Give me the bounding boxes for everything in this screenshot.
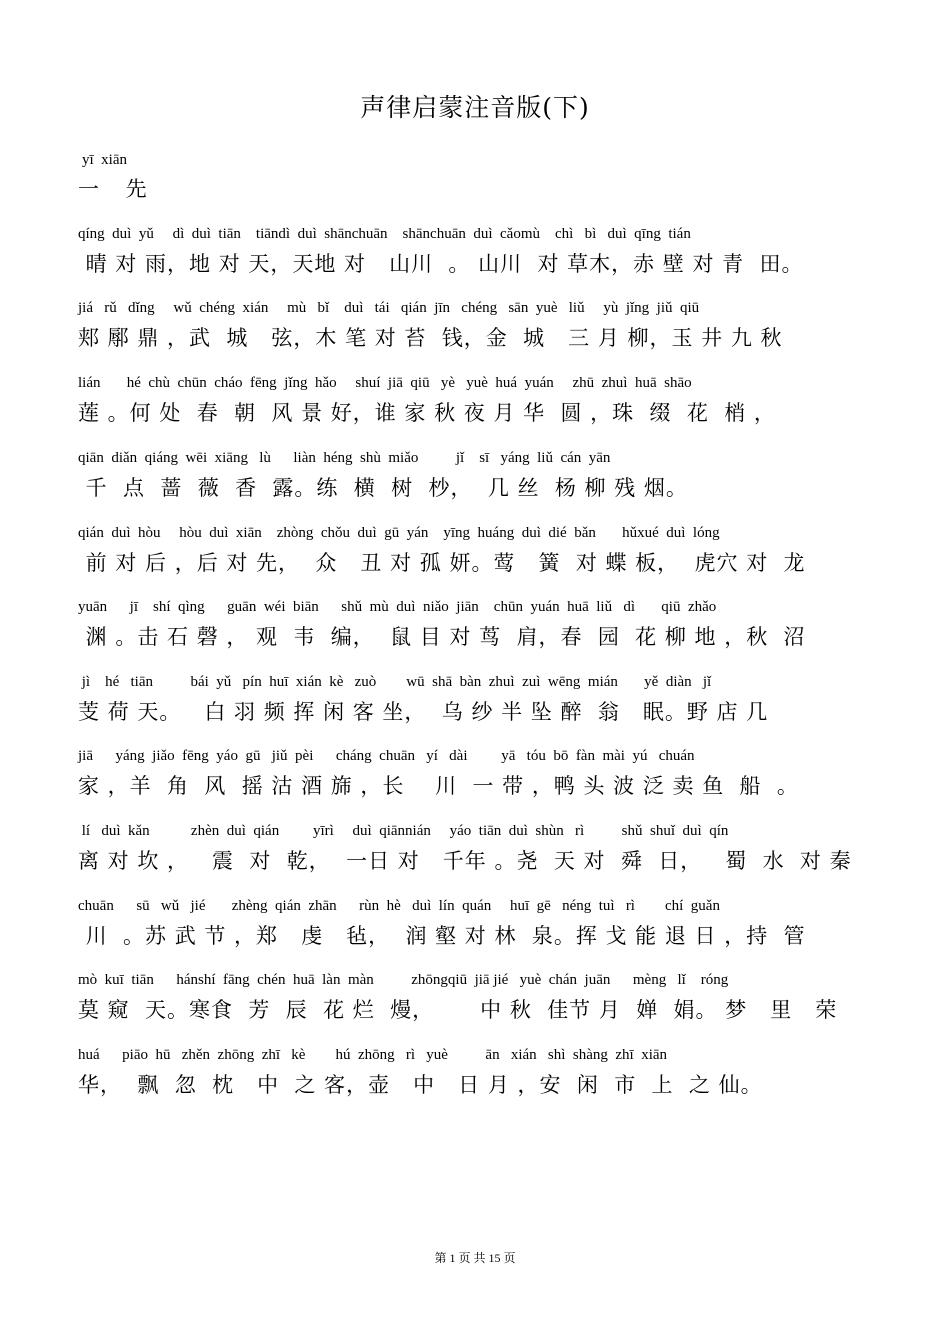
hanzi-line: 芰 荷 天。 白 羽 频 挥 闲 客 坐， 乌 纱 半 坠 醉 翁 眠。野 店 几 xyxy=(78,700,769,724)
hanzi-line: 渊 。击 石 磬 ， 观 韦 编， 鼠 目 对 茑 肩，春 园 花 柳 地 ，秋 沼 xyxy=(78,625,806,649)
hanzi-line: 前 对 后 ，后 对 先， 众 丑 对 孤 妍。莺 簧 对 蝶 板， 虎穴 对 龙 xyxy=(78,551,806,575)
verse-line xyxy=(78,525,878,577)
verse-line xyxy=(78,823,878,875)
pinyin-line: qiān diǎn qiáng wēi xiāng lù liàn héng shù miǎo jǐ sī yáng liǔ cán yān xyxy=(78,450,611,466)
hanzi-line: 莲 。何 处 春 朝 风 景 好，谁 家 秋 夜 月 华 圆 ，珠 缀 花 梢 ， xyxy=(78,401,776,425)
hanzi-line: 晴 对 雨，地 对 天，天地 对 山川 。 山川 对 草木，赤 壁 对 青 田。 xyxy=(78,252,804,276)
pinyin-line: chuān sū wǔ jié zhèng qián zhān rùn hè duì lín quán huī gē néng tuì rì chí guǎn xyxy=(78,898,720,914)
verse-line xyxy=(78,1047,878,1099)
hanzi-line: 华， 飘 忽 枕 中 之 客，壶 中 日 月 ，安 闲 市 上 之 仙。 xyxy=(78,1073,763,1097)
hanzi-line: 莫 窥 天。寒食 芳 辰 花 烂 熳， 中 秋 佳节 月 婵 娟。 梦 里 荣 xyxy=(78,998,838,1022)
verse-line xyxy=(78,375,878,427)
section-heading-pinyin: yī xiān xyxy=(82,152,127,168)
hanzi-line: 家 ，羊 角 风 摇 沽 酒 旆 ，长 川 一 带 ，鸭 头 波 泛 卖 鱼 船 。 xyxy=(78,774,799,798)
pinyin-line: yuān jī shí qìng guān wéi biān shǔ mù duì niǎo jiān chūn yuán huā liǔ dì qiū zhǎo xyxy=(78,599,717,615)
pinyin-line: jiá rǔ dǐng wǔ chéng xián mù bǐ duì tái qián jīn chéng sān yuè liǔ yù jǐng jiǔ qiū xyxy=(78,300,700,316)
section-heading: 一 先 xyxy=(78,177,157,201)
pinyin-line: mò kuī tiān hánshí fāng chén huā làn màn zhōngqiū jiā jié yuè chán juān mèng lǐ róng xyxy=(78,972,729,988)
verse-line xyxy=(78,599,878,651)
verse-line xyxy=(78,300,878,352)
verse-line xyxy=(78,226,878,278)
hanzi-line: 离 对 坎 ， 震 对 乾， 一日 对 千年 。尧 天 对 舜 日， 蜀 水 对 秦 xyxy=(78,849,852,873)
verse-line xyxy=(78,898,878,950)
verse-line xyxy=(78,450,878,502)
pinyin-line: huá piāo hū zhěn zhōng zhī kè hú zhōng rì yuè ān xián shì shàng zhī xiān xyxy=(78,1047,668,1063)
verse-line xyxy=(78,674,878,726)
pinyin-line: lí duì kǎn zhèn duì qián yīrì duì qiānnián yáo tiān duì shùn rì shǔ shuǐ duì qín xyxy=(78,823,729,839)
page-footer: 第 1 页 共 15 页 xyxy=(434,1251,516,1265)
pinyin-line: jì hé tiān bái yǔ pín huī xián kè zuò wū shā bàn zhuì zuì wēng mián yě diàn jǐ xyxy=(78,674,712,690)
pinyin-line: qíng duì yǔ dì duì tiān tiāndì duì shānchuān shānchuān duì cǎomù chì bì duì qīng tián xyxy=(78,226,691,242)
hanzi-line: 千 点 蔷 薇 香 露。练 横 树 杪， 几 丝 杨 柳 残 烟。 xyxy=(78,476,688,500)
verse-line xyxy=(78,972,878,1024)
hanzi-line: 川 。苏 武 节 ，郑 虔 毡， 润 壑 对 林 泉。挥 戈 能 退 日 ，持 管 xyxy=(78,924,806,948)
verse-line xyxy=(78,748,878,800)
pinyin-line: qián duì hòu hòu duì xiān zhòng chǒu duì gū yán yīng huáng duì dié bǎn hǔxué duì lóng xyxy=(78,525,720,541)
pinyin-line: jiā yáng jiǎo fēng yáo gū jiǔ pèi cháng chuān yí dài yā tóu bō fàn mài yú chuán xyxy=(78,748,695,764)
pinyin-line: lián hé chù chūn cháo fēng jǐng hǎo shuí jiā qiū yè yuè huá yuán zhū zhuì huā shāo xyxy=(78,375,692,391)
document-title: 声律启蒙注音版(下) xyxy=(360,93,590,122)
hanzi-line: 郏 鄏 鼎 ，武 城 弦，木 笔 对 苔 钱，金 城 三 月 柳，玉 井 九 秋 xyxy=(78,326,783,350)
